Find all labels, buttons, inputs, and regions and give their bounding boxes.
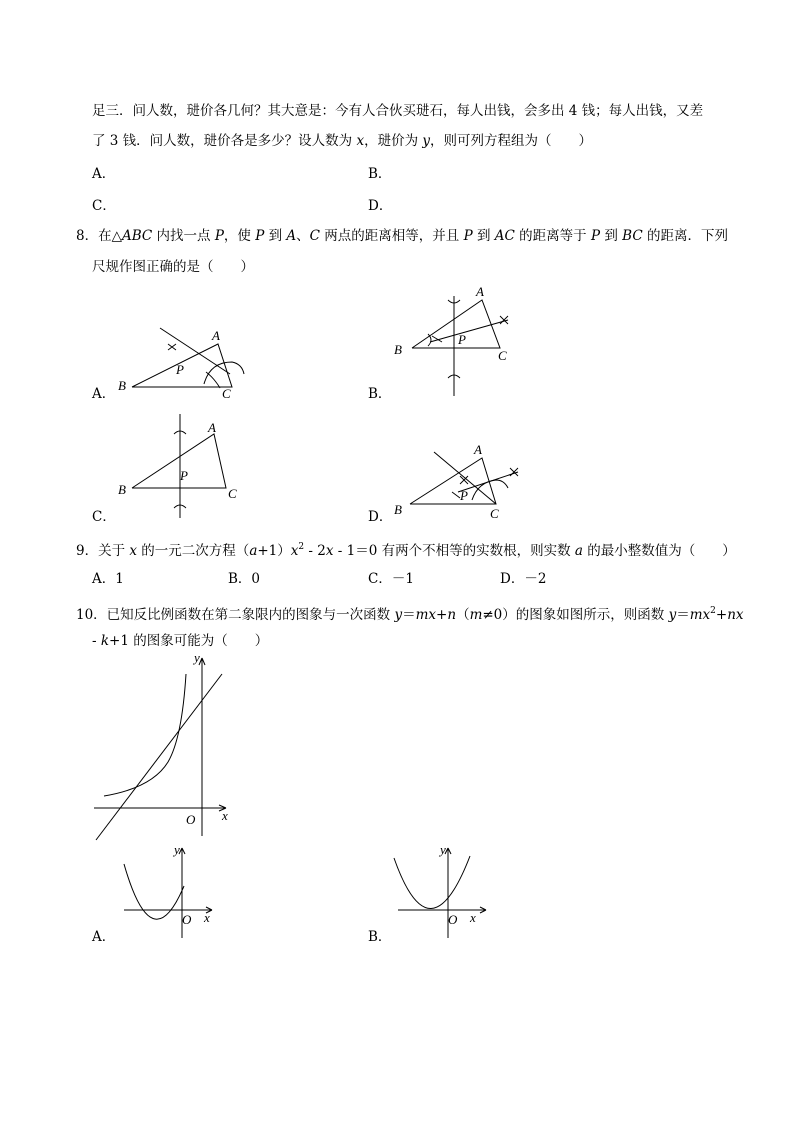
origin-label: O: [182, 912, 192, 927]
text: ，则可列方程组为（ ）: [430, 133, 593, 149]
q10-text-line1: [76, 602, 744, 624]
var: P: [255, 228, 265, 244]
q8-option-c[interactable]: C．: [92, 509, 116, 525]
text: ，琎价为: [364, 133, 423, 149]
label-B: B: [394, 342, 402, 357]
text: ＝: [676, 607, 690, 623]
var-x: x: [356, 133, 365, 149]
q10-text-line2: [92, 632, 268, 650]
var: BC: [622, 228, 643, 244]
q9-option-b[interactable]: B．0: [228, 571, 261, 587]
text: （: [456, 607, 470, 623]
label-C: C: [490, 506, 499, 521]
label-C: C: [498, 348, 507, 363]
var: ABC: [121, 228, 153, 244]
text: 的最小整数值为（ ）: [582, 543, 736, 559]
var: P: [463, 228, 473, 244]
label-A: A: [474, 442, 482, 457]
text: 10．已知反比例函数在第二象限内的图象与一次函数: [76, 607, 395, 623]
text: +: [715, 607, 728, 623]
var: mx: [415, 607, 437, 623]
var: x: [325, 543, 334, 559]
text: 两点的距离相等，并且: [320, 228, 464, 244]
label-P: P: [180, 468, 188, 483]
q10-option-b-graph: [390, 842, 500, 942]
text: ≠0）的图象如图所示，则函数: [482, 607, 669, 623]
q7-text-line1: 足三．问人数，琎价各几何？其大意是：今有人合伙买琎石，每人出钱，会多出 4 钱；每人出钱，又差: [92, 103, 704, 119]
q10-option-a[interactable]: A．: [92, 929, 116, 945]
label-P: P: [458, 332, 466, 347]
label-B: B: [394, 502, 402, 517]
text: ，使: [223, 228, 256, 244]
q7-text-line2: [92, 132, 592, 150]
q10-option-b[interactable]: B．: [368, 929, 392, 945]
text: 、: [296, 228, 310, 244]
text: 8．在△: [76, 228, 122, 244]
axis-x-label: x: [470, 910, 476, 925]
var: C: [309, 228, 320, 244]
var: AC: [494, 228, 515, 244]
superscript: 2: [710, 606, 716, 616]
q8-figure-b: [390, 286, 530, 396]
var: mx: [689, 607, 711, 623]
label-B: B: [118, 482, 126, 497]
q10-main-graph: [92, 652, 242, 842]
q8-text-line2: 尺规作图正确的是（ ）: [92, 259, 254, 275]
q8-text-line1: [76, 227, 728, 245]
var: n: [447, 607, 457, 623]
origin-label: O: [448, 912, 458, 927]
text: 了 3 钱．问人数，琎价各是多少？设人数为: [92, 133, 357, 149]
label-A: A: [208, 420, 216, 435]
text: -: [92, 633, 101, 649]
var: y: [668, 607, 677, 623]
text: 到: [264, 228, 287, 244]
text: 内找一点: [152, 228, 215, 244]
text: 到: [472, 228, 495, 244]
label-P: P: [176, 362, 184, 377]
text: 的距离．下列: [642, 228, 728, 244]
q7-option-a[interactable]: A．: [92, 166, 116, 182]
var: P: [590, 228, 601, 244]
label-B: B: [118, 378, 126, 393]
label-A: A: [212, 328, 220, 343]
q8-option-a[interactable]: A．: [92, 386, 116, 402]
label-C: C: [228, 486, 237, 501]
text: - 2: [304, 543, 326, 559]
q7-option-c[interactable]: C．: [92, 198, 116, 214]
var-y: y: [422, 133, 431, 149]
axis-x-label: x: [204, 910, 210, 925]
var: P: [214, 228, 224, 244]
text: +: [436, 607, 448, 623]
q8-figure-c: [110, 412, 250, 522]
var: y: [394, 607, 403, 623]
text: 到: [600, 228, 623, 244]
q9-text: [76, 538, 736, 560]
axis-y-label: y: [440, 842, 446, 857]
axis-y-label: y: [174, 842, 180, 857]
q9-option-a[interactable]: A．1: [92, 571, 124, 587]
var: k: [100, 633, 110, 649]
superscript: 2: [298, 542, 305, 552]
q8-figure-d: [392, 438, 532, 528]
text: +1）: [257, 543, 291, 559]
var: nx: [727, 607, 744, 623]
text: 9．关于: [76, 543, 130, 559]
text: 的一元二次方程（: [137, 543, 250, 559]
q8-option-b[interactable]: B．: [368, 386, 392, 402]
q9-option-c[interactable]: C．－1: [368, 571, 414, 587]
axis-y-label: y: [194, 650, 200, 665]
text: ＝: [402, 607, 416, 623]
var: x: [129, 543, 138, 559]
label-P: P: [460, 488, 468, 503]
var: A: [286, 228, 297, 244]
label-C: C: [222, 386, 231, 401]
text: +1 的图象可能为（ ）: [109, 633, 269, 649]
label-A: A: [476, 284, 484, 299]
q7-option-d[interactable]: D．: [368, 198, 393, 214]
q8-option-d[interactable]: D．: [368, 509, 393, 525]
var: a: [574, 543, 583, 559]
axis-x-label: x: [222, 808, 228, 823]
text: 的距离等于: [514, 228, 591, 244]
origin-label: O: [186, 812, 196, 827]
var: x: [290, 543, 299, 559]
q8-figure-a: [110, 322, 250, 402]
q9-option-d[interactable]: D．－2: [500, 571, 547, 587]
var: m: [469, 607, 483, 623]
q7-option-b[interactable]: B．: [368, 166, 392, 182]
text: - 1＝0 有两个不相等的实数根，则实数: [333, 543, 575, 559]
q10-option-a-graph: [116, 842, 226, 942]
var: a: [249, 543, 258, 559]
